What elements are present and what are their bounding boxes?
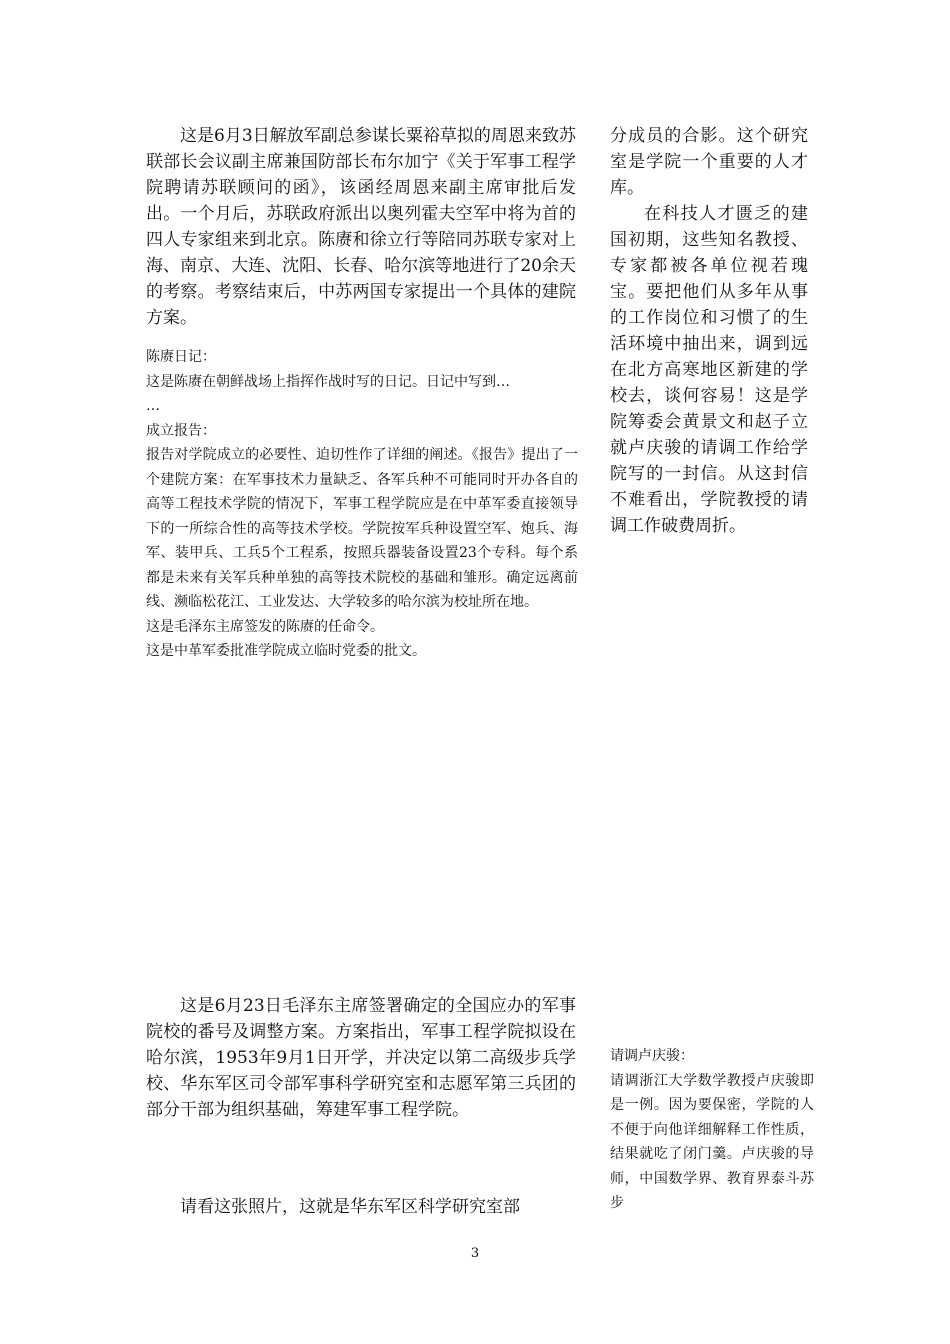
caption-appointment-order: 这是毛泽东主席签发的陈赓的任命令。 bbox=[146, 618, 384, 635]
body-paragraph-military-schools-plan: 这是6月23日毛泽东主席签署确定的全国应办的军事院校的番号及调整方案。方案指出，军事工程学院拟设在哈尔滨，1953年9月1日开学，并决定以第二高级步兵学校、华东军区司令部军事科学研究室和志愿军第三兵团的部分干部为组织基础，筹建军事工程学院。 bbox=[146, 996, 576, 1120]
caption-report-text: 报告对学院成立的必要性、迫切性作了详细的阐述。《报告》提出了一个建院方案：在军事技术力量缺乏、各军兵种不可能同时开办各自的高等工程技术学院的情况下，军事工程学院应是在中革军委直接领导下的一所综合性的高等技术学校。学院按军兵种设置空军、炮兵、海军、装甲兵、工兵5个工程系，按照兵器装备设置23个专科。每个系都是未来有关军兵种单独的高等技术院校的基础和雏形。确定远离前线、濒临松花江、工业发达、大学较多的哈尔滨为校址所在地。 bbox=[146, 447, 578, 610]
caption-diary-ellipsis: … bbox=[146, 398, 160, 414]
right-paragraph-research-office: 分成员的合影。这个研究室是学院一个重要的人才库。 bbox=[610, 126, 808, 198]
right-paragraph-talent-recruitment: 在科技人才匮乏的建国初期，这些知名教授、专家都被各单位视若瑰宝。要把他们从多年从事的工作岗位和习惯了的生活环境中抽出来，调到远在北方高寒地区新建的学校去，谈何容易！这是学院筹委会黄景文和赵子立就卢庆骏的请调工作给学院写的一封信。从这封信不难看出，学院教授的请调工作破费周折。 bbox=[610, 204, 808, 536]
body-paragraph-soviet-advisors: 这是6月3日解放军副总参谋长粟裕草拟的周恩来致苏联部长会议副主席兼国防部长布尔加宁《关于军事工程学院聘请苏联顾问的函》，该函经周恩来副主席审批后发出。一个月后，苏联政府派出以奥列霍夫空军中将为首的四人专家组来到北京。陈赓和徐立行等陪同苏联专家对上海、南京、大连、沈阳、长春、哈尔滨等地进行了20余天的考察。考察结束后，中苏两国专家提出一个具体的建院方案。 bbox=[146, 126, 576, 328]
page-number: 3 bbox=[470, 1246, 480, 1261]
caption-lu-qingjun-text: 请调浙江大学数学教授卢庆骏即是一例。因为要保密，学院的人不便于向他详细解释工作性质，结果就吃了闭门羹。卢庆骏的导师，中国数学界、教育界泰斗苏步 bbox=[610, 1072, 814, 1211]
caption-lu-qingjun-title: 请调卢庆骏： bbox=[610, 1048, 694, 1064]
caption-diary-title: 陈赓日记： bbox=[146, 349, 216, 365]
caption-group bbox=[146, 345, 578, 664]
caption-party-committee-approval: 这是中革军委批准学院成立临时党委的批文。 bbox=[146, 643, 426, 659]
caption-lu-qingjun-group bbox=[610, 1044, 814, 1216]
caption-diary-text: 这是陈赓在朝鲜战场上指挥作战时写的日记。日记中写到… bbox=[146, 373, 510, 390]
body-paragraph-photo-intro: 请看这张照片，这就是华东军区科学研究室部 bbox=[180, 1197, 520, 1217]
caption-report-title: 成立报告： bbox=[146, 422, 216, 439]
